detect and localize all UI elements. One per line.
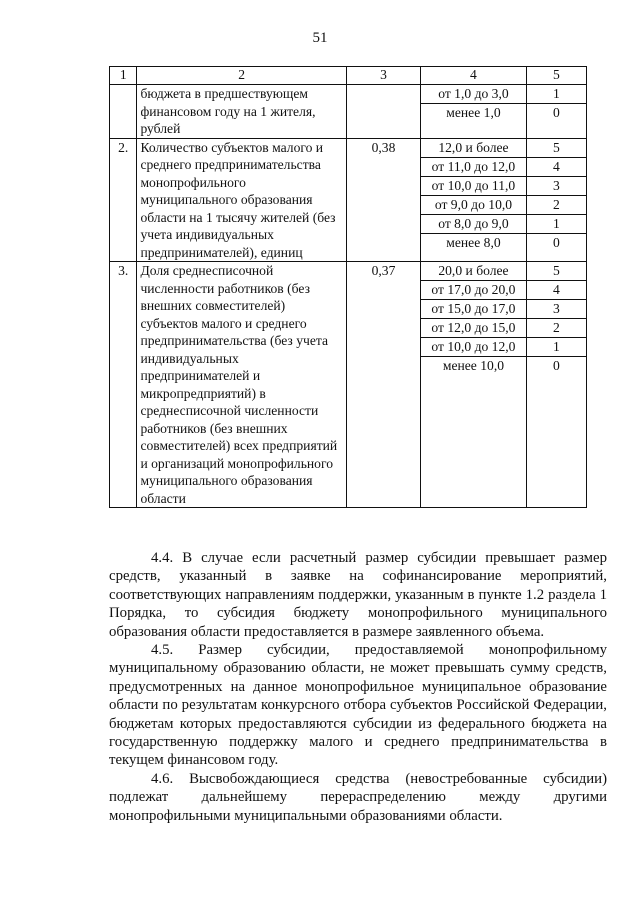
weight-cell: 0,37: [346, 262, 420, 508]
range-item: от 11,0 до 12,0: [421, 158, 526, 177]
score-item: 5: [527, 139, 586, 158]
criterion-cell: Доля среднесписочной численности работников (без внешних совместителей) субъектов малого и среднего предпринимательства (без учета индивидуальных предпринимателей и микропредприятий) в среднесписочной численности работников (без внешних совместителей) всех предприятий и организаций монопрофильного муниципального образования области: [137, 262, 346, 508]
table-row-2: [110, 138, 587, 262]
score-item: 4: [527, 158, 586, 177]
score-item: 2: [527, 196, 586, 215]
range-item: от 10,0 до 11,0: [421, 177, 526, 196]
score-item: 2: [527, 319, 586, 338]
score-item: 4: [527, 281, 586, 300]
header-cell-4: 4: [421, 67, 527, 85]
range-item: менее 10,0: [442, 358, 505, 373]
score-item: 1: [527, 338, 586, 357]
score-item: 3: [527, 300, 586, 319]
weight-cell: 0,38: [346, 138, 420, 262]
criteria-table: [109, 66, 587, 508]
range-item: 12,0 и более: [421, 139, 526, 158]
range-item: от 9,0 до 10,0: [421, 196, 526, 215]
table-header-row: [110, 67, 587, 85]
range-item: от 17,0 до 20,0: [421, 281, 526, 300]
row-number: 3.: [110, 262, 137, 508]
header-cell-2: 2: [137, 67, 346, 85]
weight-cell: [346, 85, 420, 139]
range-item: от 8,0 до 9,0: [421, 215, 526, 234]
header-cell-1: 1: [110, 67, 137, 85]
score-item: 5: [527, 262, 586, 281]
range-item: от 12,0 до 15,0: [421, 319, 526, 338]
range-item: менее 1,0: [446, 105, 501, 120]
table-row-continuation: [110, 85, 587, 139]
scores-cell: [526, 262, 586, 508]
header-cell-3: 3: [346, 67, 420, 85]
range-item: менее 8,0: [446, 234, 501, 250]
score-item: 1: [527, 215, 586, 234]
score-item: 0: [552, 105, 560, 120]
score-item: 1: [527, 85, 586, 104]
criterion-cell: Количество субъектов малого и среднего предпринимательства монопрофильного муниципального образования области на 1 тысячу жителей (без учета индивидуальных предпринимателей), единиц: [137, 138, 346, 262]
ranges-cell: [421, 262, 527, 508]
range-item: от 1,0 до 3,0: [421, 85, 526, 104]
score-item: 0: [552, 358, 560, 373]
paragraph-4-6: 4.6. Высвобождающиеся средства (невостребованные субсидии) подлежат дальнейшему перераспределению между другими монопрофильными муниципальными образованиями области.: [109, 770, 607, 824]
range-item: от 15,0 до 17,0: [421, 300, 526, 319]
row-number: 2.: [110, 138, 137, 262]
header-cell-5: 5: [526, 67, 586, 85]
ranges-cell: [421, 138, 527, 262]
paragraph-4-4: 4.4. В случае если расчетный размер субсидии превышает размер средств, указанный в заявке на софинансирование мероприятий, соответствующих направлениям поддержки, указанным в пункте 1.2 раздела 1 Порядка, то субсидия бюджету монопрофильного муниципального образования области предоставляется в размере заявленного объема.: [109, 550, 607, 640]
range-item: 20,0 и более: [421, 262, 526, 281]
paragraph-4-5: 4.5. Размер субсидии, предоставляемой монопрофильному муниципальному образованию области, не может превышать сумму средств, предусмотренных на данное монопрофильное муниципальное образование области по результатам конкурсного отбора субъектов Российской Федерации, бюджетам которых предоставляются субсидии из федерального бюджета на государственную поддержку малого и среднего предпринимательства в текущем финансовом году.: [109, 642, 607, 769]
row-number: [110, 85, 137, 139]
table-row-3: [110, 262, 587, 508]
scores-cell: [526, 138, 586, 262]
page-number: 51: [312, 30, 328, 46]
criterion-cell: бюджета в предшествующем финансовом году на 1 жителя, рублей: [137, 85, 346, 139]
score-item: 3: [527, 177, 586, 196]
score-item: 0: [552, 234, 560, 250]
scores-cell: [526, 85, 586, 139]
body-text: [109, 549, 607, 825]
range-item: от 10,0 до 12,0: [421, 338, 526, 357]
ranges-cell: [421, 85, 527, 139]
